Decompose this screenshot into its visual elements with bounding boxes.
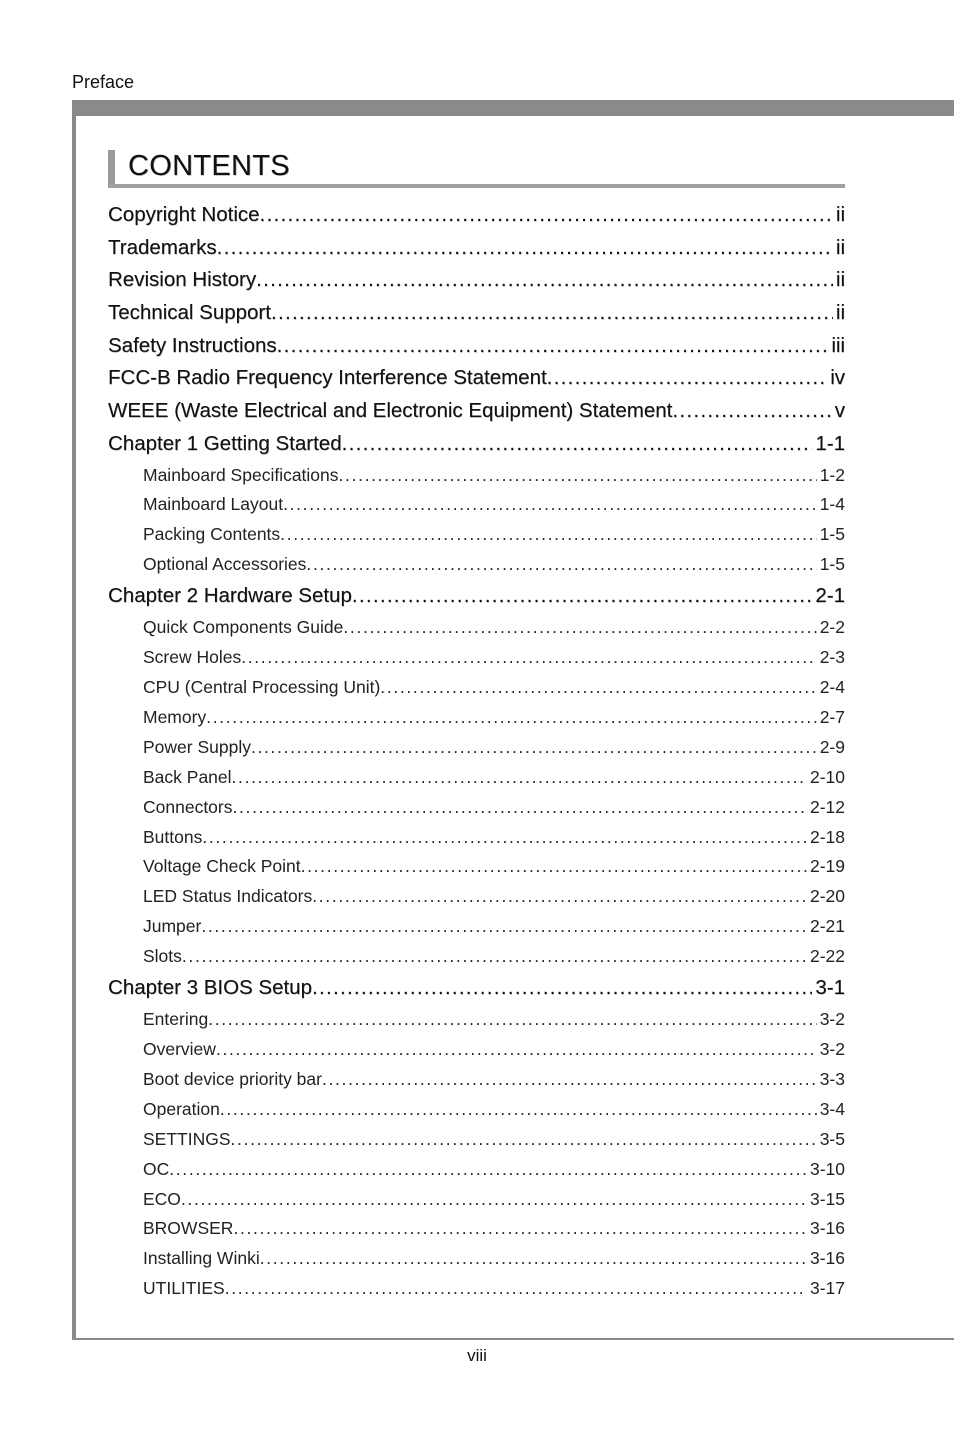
toc-entry-label: Installing Winki [143, 1244, 260, 1273]
bottom-rule [72, 1338, 954, 1340]
toc-dot-leader [339, 461, 817, 490]
toc-entry-minor[interactable] [108, 613, 845, 643]
toc-dot-leader [201, 912, 807, 941]
toc-dot-leader [202, 823, 807, 852]
toc-entry-label: Slots [143, 942, 182, 971]
toc-entry-page: ii [833, 199, 845, 231]
toc-dot-leader [216, 1035, 817, 1064]
toc-entry-page: 1-2 [817, 461, 845, 490]
toc-entry-label: Voltage Check Point [143, 852, 301, 881]
toc-entry-label: Chapter 3 BIOS Setup [108, 972, 312, 1004]
toc-entry-page: ii [833, 297, 845, 329]
page-number: viii [467, 1346, 487, 1365]
toc-entry-label: Quick Components Guide [143, 613, 343, 642]
toc-entry-label: Memory [143, 703, 206, 732]
toc-dot-leader [241, 643, 816, 672]
toc-entry-major[interactable] [108, 428, 845, 461]
toc-entry-minor[interactable] [108, 1005, 845, 1035]
toc-entry-major[interactable] [108, 972, 845, 1005]
toc-entry-page: 1-5 [817, 550, 845, 579]
toc-entry-label: BROWSER [143, 1214, 233, 1243]
toc-entry-page: 2-20 [807, 882, 845, 911]
toc-dot-leader [260, 199, 833, 231]
toc-entry-label: Mainboard Layout [143, 490, 283, 519]
toc-entry-page: 2-4 [817, 673, 845, 702]
toc-entry-page: 2-22 [807, 942, 845, 971]
toc-entry-page: 2-9 [817, 733, 845, 762]
toc-entry-minor[interactable] [108, 1125, 845, 1155]
toc-entry-label: Technical Support [108, 297, 271, 329]
toc-entry-minor[interactable] [108, 763, 845, 793]
toc-entry-label: Boot device priority bar [143, 1065, 322, 1094]
toc-entry-page: 2-10 [807, 763, 845, 792]
toc-entry-page: 3-2 [817, 1005, 845, 1034]
toc-entry-page: 1-1 [812, 428, 845, 460]
toc-entry-label: WEEE (Waste Electrical and Electronic Equipment) Statement [108, 395, 672, 427]
toc-entry-page: 3-16 [807, 1244, 845, 1273]
toc-entry-page: 2-18 [807, 823, 845, 852]
toc-dot-leader [312, 882, 807, 911]
toc-entry-label: Power Supply [143, 733, 251, 762]
toc-entry-label: Entering [143, 1005, 208, 1034]
toc-entry-page: ii [833, 264, 845, 296]
left-rule [72, 100, 76, 1340]
toc-entry-major[interactable] [108, 264, 845, 297]
toc-entry-minor[interactable] [108, 520, 845, 550]
toc-dot-leader [306, 550, 816, 579]
toc-dot-leader [343, 613, 816, 642]
toc-entry-minor[interactable] [108, 1185, 845, 1215]
toc-entry-label: Trademarks [108, 232, 217, 264]
toc-entry-minor[interactable] [108, 703, 845, 733]
heading-underline [108, 184, 845, 188]
toc-dot-leader [271, 297, 833, 329]
toc-dot-leader [231, 1125, 817, 1154]
toc-entry-page: 2-21 [807, 912, 845, 941]
heading-accent-bar [108, 150, 115, 186]
toc-entry-minor[interactable] [108, 1274, 845, 1304]
toc-entry-label: UTILITIES [143, 1274, 225, 1303]
toc-entry-page: 3-3 [817, 1065, 845, 1094]
toc-entry-label: Mainboard Specifications [143, 461, 339, 490]
toc-entry-minor[interactable] [108, 942, 845, 972]
toc-entry-minor[interactable] [108, 490, 845, 520]
toc-entry-label: Back Panel [143, 763, 232, 792]
toc-dot-leader [232, 763, 807, 792]
toc-entry-minor[interactable] [108, 1065, 845, 1095]
toc-entry-minor[interactable] [108, 1035, 845, 1065]
toc-entry-page: 3-17 [807, 1274, 845, 1303]
toc-entry-major[interactable] [108, 330, 845, 363]
toc-entry-label: LED Status Indicators [143, 882, 312, 911]
toc-entry-minor[interactable] [108, 1095, 845, 1125]
toc-entry-label: CPU (Central Processing Unit) [143, 673, 380, 702]
toc-entry-label: Packing Contents [143, 520, 280, 549]
toc-entry-major[interactable] [108, 580, 845, 613]
toc-entry-label: FCC-B Radio Frequency Interference Statement [108, 362, 547, 394]
toc-entry-minor[interactable] [108, 882, 845, 912]
toc-entry-minor[interactable] [108, 912, 845, 942]
toc-entry-major[interactable] [108, 232, 845, 265]
toc-entry-label: Overview [143, 1035, 216, 1064]
toc-dot-leader [169, 1155, 807, 1184]
toc-dot-leader [277, 330, 829, 362]
toc-entry-minor[interactable] [108, 823, 845, 853]
toc-dot-leader [322, 1065, 817, 1094]
toc-entry-label: Screw Holes [143, 643, 241, 672]
toc-dot-leader [181, 1185, 807, 1214]
toc-entry-label: Chapter 1 Getting Started [108, 428, 342, 460]
toc-entry-minor[interactable] [108, 793, 845, 823]
toc-entry-label: Buttons [143, 823, 202, 852]
toc-dot-leader [352, 580, 813, 612]
toc-dot-leader [225, 1274, 807, 1303]
toc-entry-label: OC [143, 1155, 169, 1184]
toc-entry-page: 2-1 [812, 580, 845, 612]
toc-dot-leader [342, 428, 813, 460]
section-label: Preface [72, 72, 135, 92]
toc-dot-leader [256, 264, 833, 296]
toc-entry-minor[interactable] [108, 673, 845, 703]
toc-dot-leader [280, 520, 817, 549]
toc-entry-minor[interactable] [108, 852, 845, 882]
toc-entry-label: Operation [143, 1095, 220, 1124]
toc-entry-major[interactable] [108, 395, 845, 428]
toc-entry-label: Chapter 2 Hardware Setup [108, 580, 352, 612]
toc-dot-leader [312, 972, 812, 1004]
toc-dot-leader [182, 942, 807, 971]
toc-entry-page: 2-7 [817, 703, 845, 732]
toc-entry-page: 2-3 [817, 643, 845, 672]
toc-dot-leader [380, 673, 816, 702]
toc-dot-leader [672, 395, 831, 427]
toc-entry-page: 3-4 [817, 1095, 845, 1124]
toc-dot-leader [233, 793, 807, 822]
toc-entry-label: ECO [143, 1185, 181, 1214]
toc-dot-leader [220, 1095, 817, 1124]
toc-entry-page: ii [833, 232, 845, 264]
toc-entry-page: 1-5 [817, 520, 845, 549]
contents-title: CONTENTS [128, 150, 290, 182]
toc-dot-leader [260, 1244, 807, 1273]
top-rule [72, 100, 954, 116]
toc-entry-minor[interactable] [108, 1214, 845, 1244]
toc-entry-minor[interactable] [108, 643, 845, 673]
toc-entry-page: 3-16 [807, 1214, 845, 1243]
contents-heading [108, 150, 845, 188]
toc-entry-major[interactable] [108, 362, 845, 395]
toc-entry-page: iv [827, 362, 845, 394]
toc-entry-page: 3-15 [807, 1185, 845, 1214]
toc-entry-page: 3-2 [817, 1035, 845, 1064]
toc-entry-major[interactable] [108, 199, 845, 232]
toc-entry-page: 3-10 [807, 1155, 845, 1184]
toc-entry-page: iii [828, 330, 845, 362]
toc-entry-page: 3-5 [817, 1125, 845, 1154]
toc-entry-page: v [832, 395, 845, 427]
toc-entry-label: SETTINGS [143, 1125, 231, 1154]
toc-dot-leader [251, 733, 817, 762]
toc-entry-label: Connectors [143, 793, 233, 822]
toc-entry-minor[interactable] [108, 1155, 845, 1185]
toc-entry-label: Jumper [143, 912, 201, 941]
toc-dot-leader [217, 232, 833, 264]
toc-dot-leader [208, 1005, 817, 1034]
toc-entry-page: 2-12 [807, 793, 845, 822]
toc-entry-minor[interactable] [108, 1244, 845, 1274]
toc-entry-page: 1-4 [817, 490, 845, 519]
toc-dot-leader [233, 1214, 807, 1243]
toc-entry-minor[interactable] [108, 733, 845, 763]
toc-entry-page: 2-19 [807, 852, 845, 881]
toc-entry-page: 2-2 [817, 613, 845, 642]
toc-dot-leader [301, 852, 807, 881]
toc-entry-label: Optional Accessories [143, 550, 306, 579]
toc-entry-label: Safety Instructions [108, 330, 277, 362]
toc-dot-leader [283, 490, 817, 519]
toc-entry-page: 3-1 [812, 972, 845, 1004]
toc-entry-minor[interactable] [108, 461, 845, 491]
toc-entry-label: Revision History [108, 264, 256, 296]
toc-dot-leader [206, 703, 817, 732]
toc-entry-label: Copyright Notice [108, 199, 260, 231]
toc-entry-major[interactable] [108, 297, 845, 330]
table-of-contents [108, 199, 845, 1304]
toc-dot-leader [547, 362, 828, 394]
toc-entry-minor[interactable] [108, 550, 845, 580]
